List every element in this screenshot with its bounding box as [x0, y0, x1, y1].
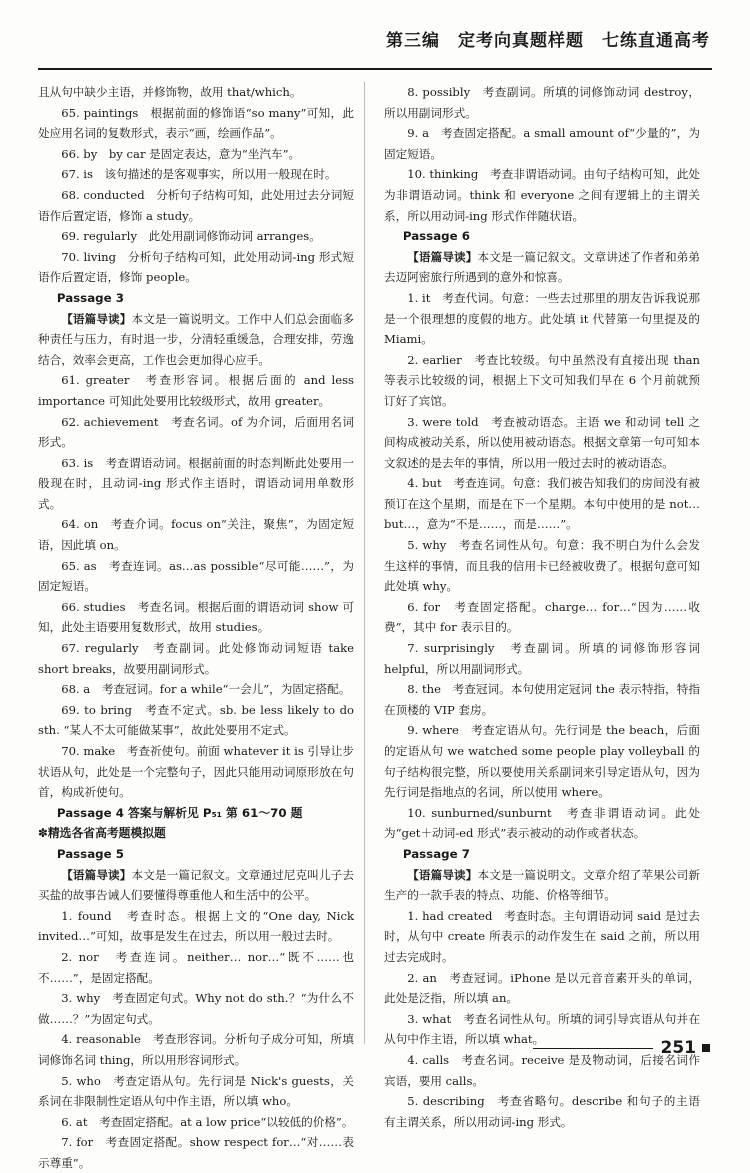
answer-explanation: 2. nor 考查连词。neither… nor…“既不……也不……”，是固定搭配。: [38, 949, 354, 985]
answer-explanation: 4. reasonable 考查形容词。分析句子成分可知，所填词修饰名词 thing，所以用形容词形式。: [38, 1032, 354, 1067]
passage-heading: Passage 5: [56, 846, 124, 861]
reading-guide: [384, 865, 700, 906]
answer-explanation: 64. on 考查介词。focus on“关注，聚焦”，为固定短语，因此填 on。: [38, 517, 354, 553]
answer-explanation: 5. describing 考查省略句。describe 和句子的主语有主谓关系，所以用动词-ing 形式。: [384, 1094, 700, 1129]
answer-explanation: 65. as 考查连词。as…as possible“尽可能……”，为固定短语。: [38, 558, 354, 594]
answer-explanation: 69. to bring 考查不定式。sb. be less likely to do sth. “某人不太可能做某事”，故此处要用不定式。: [38, 702, 354, 738]
section-heading: ✽精选各省高考题模拟题: [38, 826, 166, 841]
right-column: [384, 82, 700, 1132]
answer-explanation: 3. what 考查名词性从句。所填的词引导宾语从句并在从句中作主语，所以填 what。: [384, 1011, 700, 1047]
answer-explanation: 3. why 考查固定句式。Why not do sth.？“为什么不做……？”为固定句式。: [38, 991, 354, 1026]
passage-heading: Passage 6: [402, 229, 470, 244]
answer-explanation: 7. surprisingly 考查副词。所填的词修饰形容词 helpful，所以用副词形式。: [384, 641, 700, 676]
passage-heading: Passage 7: [402, 846, 470, 861]
answer-explanation: 3. were told 考查被动语态。主语 we 和动词 tell 之间构成被动关系，所以使用被动语态。根据文章第一句可知本文叙述的是去年的事情，所以用一般过去时的被动语态。: [384, 414, 700, 470]
answer-explanation: 10. sunburned/sunburnt 考查非谓语动词。此处为“get＋动词-ed 形式”表示被动的动作或者状态。: [384, 805, 700, 841]
reading-guide-text: 本文是一篇记叙文。文章讲述了作者和弟弟去迈阿密旅行所遇到的意外和惊喜。: [384, 249, 700, 285]
reading-guide: [384, 247, 700, 288]
reading-guide-text: 本文是一篇说明文。文章介绍了苹果公司新生产的一款手表的特点、功能、价格等细节。: [384, 867, 700, 903]
answer-explanation: 1. had created 考查时态。主句谓语动词 said 是过去时，从句中 create 所表示的动作发生在 said 之前，所以用过去完成时。: [384, 908, 700, 964]
answer-explanation: 8. possibly 考查副词。所填的词修饰动词 destroy，所以用副词形式。: [384, 85, 700, 120]
answer-explanation: 66. by by car 是固定表达，意为“坐汽车”。: [61, 146, 301, 161]
page-footer: [533, 1038, 711, 1058]
answer-explanation: 且从句中缺少主语，并修饰物，故用 that/which。: [38, 85, 302, 99]
passage-heading: Passage 4 答案与解析见 P₅₁ 第 61～70 题: [56, 805, 303, 820]
answer-explanation: 9. a 考查固定搭配。a small amount of“少量的”，为固定短语。: [384, 126, 700, 161]
reading-guide-tag: 【语篇导读】: [407, 867, 478, 882]
reading-guide: [38, 865, 354, 906]
answer-explanation: 6. for 考查固定搭配。charge… for…“因为……收费”，其中 for 表示目的。: [384, 599, 700, 635]
answer-explanation: 9. where 考查定语从句。先行词是 the beach，后面的定语从句 we watched some people play volleyball 的句子结构很完整，所以要使用关系副词来引导定语从句，因为先行词是指地点的名词，所以使用 where。: [384, 723, 700, 800]
column-divider: [364, 82, 365, 1044]
answer-explanation: 5. who 考查定语从句。先行词是 Nick's guests，关系词在非限制性定语从句中作主语，所以填 who。: [38, 1073, 354, 1109]
reading-guide-tag: 【语篇导读】: [61, 311, 132, 326]
answer-explanation: 67. is 该句描述的是客观事实，所以用一般现在时。: [61, 167, 337, 182]
left-column: [38, 82, 354, 1173]
answer-explanation: 7. for 考查固定搭配。show respect for…“对……表示尊重”。: [38, 1135, 354, 1170]
answer-explanation: 65. paintings 根据前面的修饰语“so many”可知，此处应用名词的复数形式，表示“画，绘画作品”。: [38, 105, 354, 141]
answer-explanation: 4. calls 考查名词。receive 是及物动词，后接名词作宾语，要用 calls。: [384, 1052, 700, 1088]
answer-explanation: 1. it 考查代词。句意：一些去过那里的朋友告诉我说那是一个很理想的度假的地方。此处填 it 代替第一句里提及的 Miami。: [384, 290, 700, 347]
page-number: 251: [660, 1038, 696, 1058]
answer-explanation: 68. conducted 分析句子结构可知，此处用过去分词短语作后置定语，修饰 a study。: [38, 187, 354, 223]
answer-explanation: 68. a 考查冠词。for a while“一会儿”，为固定搭配。: [61, 682, 351, 697]
answer-explanation: 2. earlier 考查比较级。句中虽然没有直接出现 than 等表示比较级的词，根据上下文可知我们早在 6 个月前就预订好了宾馆。: [384, 352, 700, 408]
answer-explanation: 6. at 考查固定搭配。at a low price“以较低的价格”。: [61, 1114, 354, 1129]
answer-explanation: 69. regularly 此处用副词修饰动词 arranges。: [61, 229, 321, 244]
answer-explanation: 5. why 考查名词性从句。句意：我不明白为什么会发生这样的事情，而且我的信用卡已经被收费了。根据句意可知此处填 why。: [384, 538, 700, 594]
square-bullet-icon: [702, 1044, 710, 1052]
reading-guide-tag: 【语篇导读】: [61, 867, 132, 882]
passage-heading: Passage 3: [56, 290, 124, 305]
reading-guide: [38, 309, 354, 371]
reading-guide-text: 本文是一篇记叙文。文章通过尼克叫儿子去买盐的故事告诫人们要懂得尊重他人和生活中的公平。: [38, 867, 354, 903]
answer-explanation: 10. thinking 考查非谓语动词。由句子结构可知，此处为非谓语动词。think 和 everyone 之间有逻辑上的主谓关系，所以用动词-ing 形式作伴随状语。: [384, 167, 700, 223]
answer-explanation: 1. found 考查时态。根据上文的“One day, Nick invited…”可知，故事是发生在过去，所以用一般过去时。: [38, 908, 354, 944]
reading-guide-text: 本文是一篇说明文。工作中人们总会面临多种责任与压力，有时退一步，分清轻重缓急，合理安排，劳逸结合，效率会更高，工作也会更加得心应手。: [38, 311, 354, 367]
answer-explanation: 8. the 考查冠词。本句使用定冠词 the 表示特指，特指在顶楼的 VIP 套房。: [384, 682, 700, 717]
answer-explanation: 70. living 分析句子结构可知，此处用动词-ing 形式短语作后置定语，修饰 people。: [38, 249, 354, 285]
answer-explanation: 62. achievement 考查名词。of 为介词，后面用名词形式。: [38, 414, 354, 450]
answer-explanation: 63. is 考查谓语动词。根据前面的时态判断此处要用一般现在时，且动词-ing 形式作主语时，谓语动词用单数形式。: [38, 455, 354, 511]
answer-explanation: 4. but 考查连词。句意：我们被告知我们的房间没有被预订在这个星期，而是在下一个星期。本句中使用的是 not… but…，意为“不是……，而是……”。: [384, 476, 700, 532]
answer-explanation: 61. greater 考查形容词。根据后面的 and less importance 可知此处要用比较级形式，故用 greater。: [38, 373, 354, 408]
header-rule: [38, 68, 712, 70]
page-header-title: 第三编 定考向真题样题 七练直通高考: [386, 31, 710, 51]
answer-explanation: 67. regularly 考查副词。此处修饰动词短语 take short breaks，故要用副词形式。: [38, 641, 354, 676]
answer-explanation: 70. make 考查祈使句。前面 whatever it is 引导让步状语从句，此处是一个完整句子，因此只能用动词原形放在句首，构成祈使句。: [38, 744, 354, 800]
answer-explanation: 2. an 考查冠词。iPhone 是以元音音素开头的单词，此处是泛指，所以填 an。: [384, 970, 700, 1006]
footer-rule: [533, 1048, 653, 1049]
answer-explanation: 66. studies 考查名词。根据后面的谓语动词 show 可知，此处主语要用复数形式，故用 studies。: [38, 599, 354, 635]
reading-guide-tag: 【语篇导读】: [407, 249, 478, 264]
